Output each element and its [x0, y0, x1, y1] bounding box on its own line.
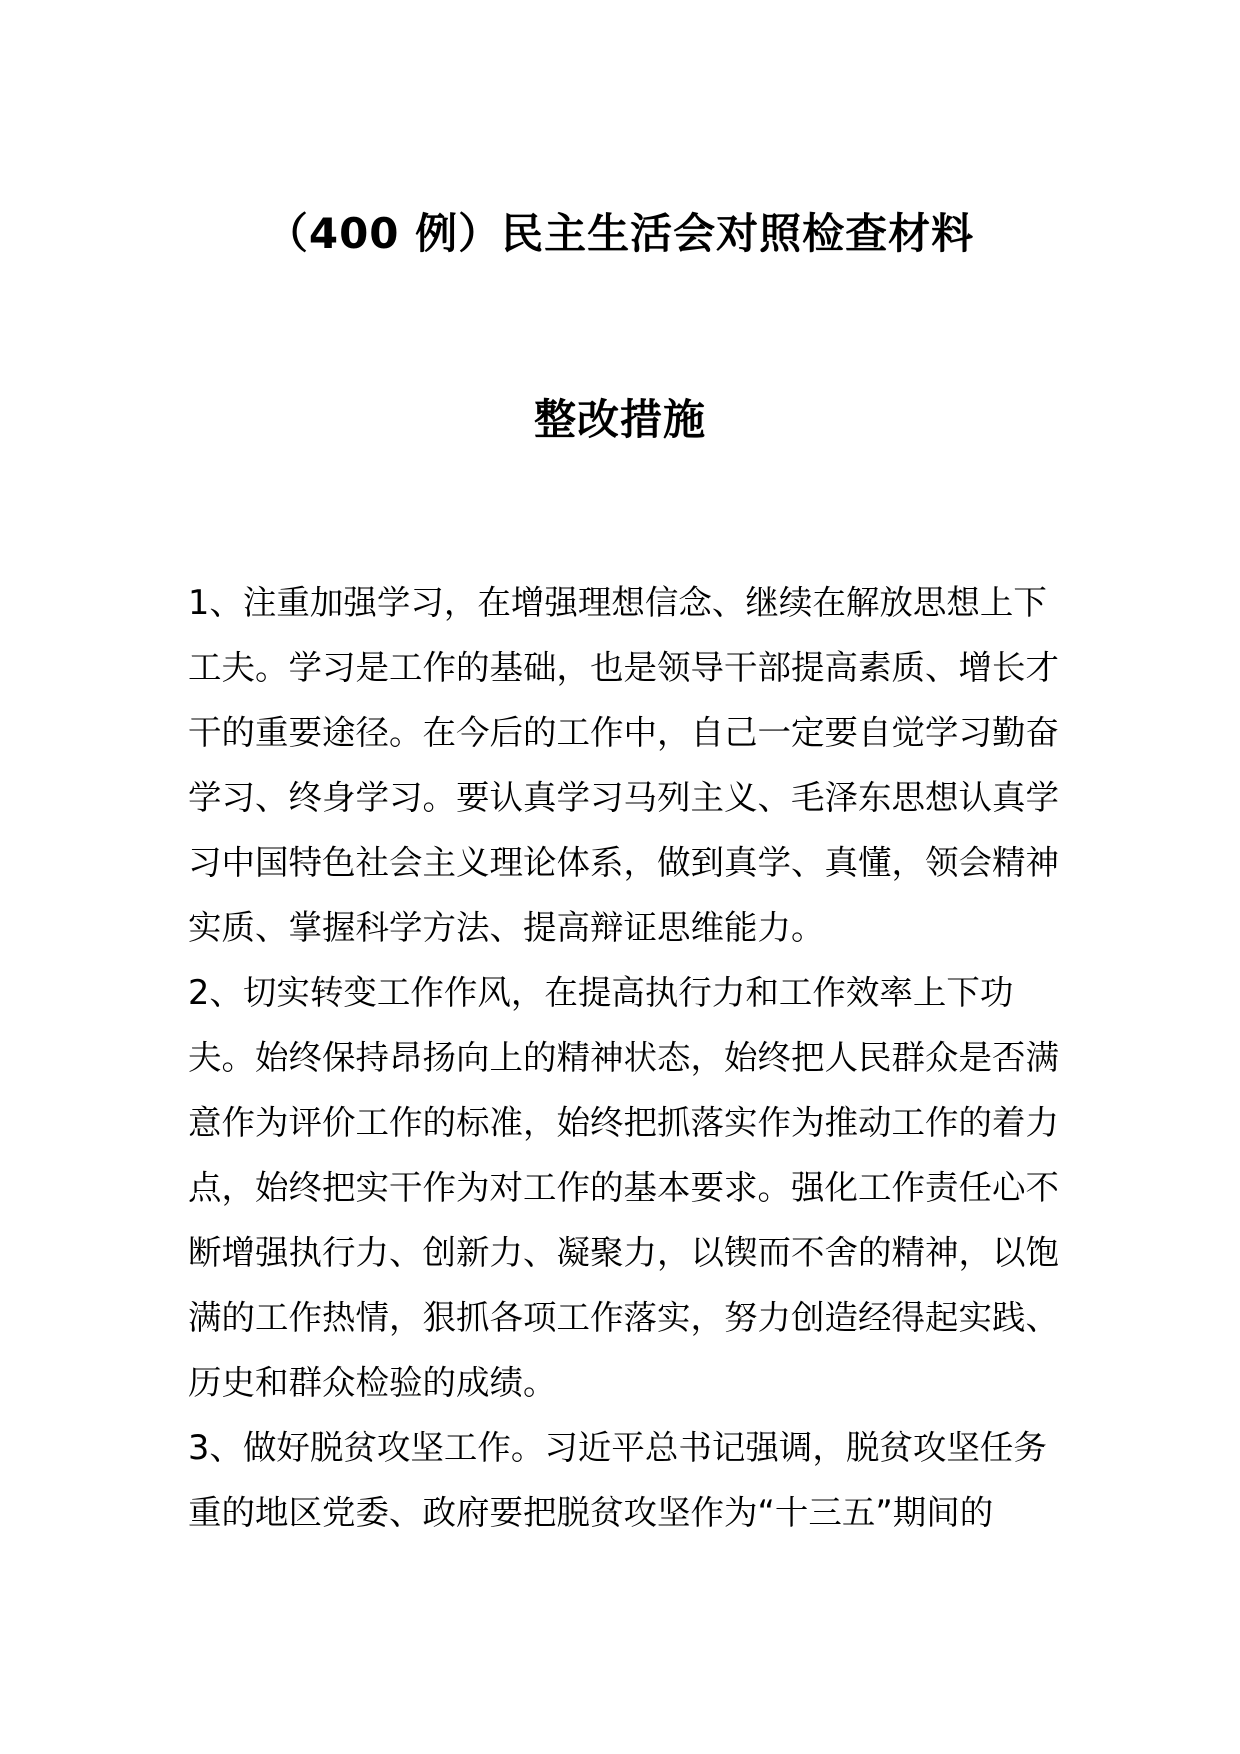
paragraph-3: 3、做好脱贫攻坚工作。习近平总书记强调，脱贫攻坚任务重的地区党委、政府要把脱贫攻坚作为“十三五”期间的 — [188, 1428, 1047, 1532]
paragraph-2: 2、切实转变工作作风，在提高执行力和工作效率上下功夫。始终保持昂扬向上的精神状态，始终把人民群众是否满意作为评价工作的标准，始终把抓落实作为推动工作的着力点，始终把实干作为对工作的基本要求。强化工作责任心不断增强执行力、创新力、凝聚力，以锲而不舍的精神，以饱满的工作热情，狠抓各项工作落实，努力创造经得起实践、历史和群众检验的成绩。 — [188, 973, 1059, 1402]
paragraph-1: 1、注重加强学习，在增强理想信念、继续在解放思想上下工夫。学习是工作的基础，也是领导干部提高素质、增长才干的重要途径。在今后的工作中，自己一定要自觉学习勤奋学习、终身学习。要认真学习马列主义、毛泽东思想认真学习中国特色社会主义理论体系，做到真学、真懂，领会精神实质、掌握科学方法、提高辩证思维能力。 — [188, 583, 1059, 947]
document-title-line-1: （400 例）民主生活会对照检查材料 — [265, 209, 975, 258]
document-body — [188, 570, 1068, 1545]
document-title-line-2: 整改措施 — [533, 395, 706, 444]
